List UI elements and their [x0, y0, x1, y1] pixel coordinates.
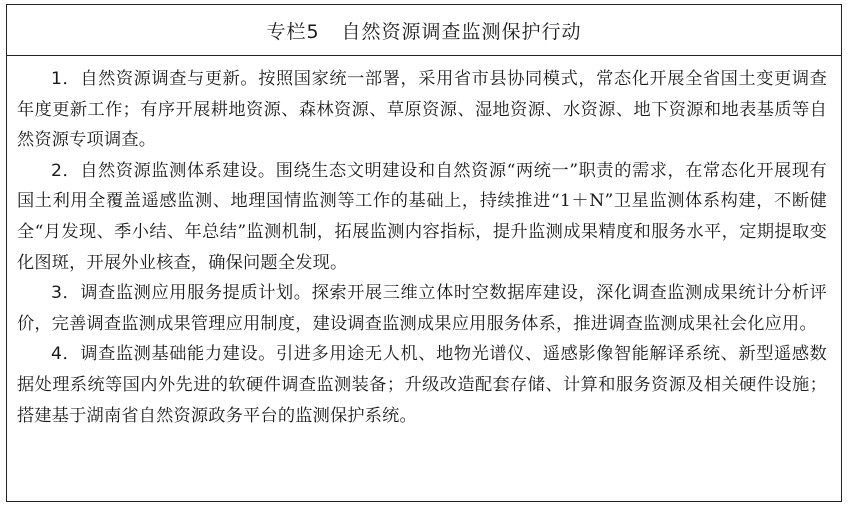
column-label: 专栏5	[266, 20, 320, 43]
item-paragraph-1	[17, 64, 827, 156]
column-title: 自然资源调查监测保护行动	[341, 20, 582, 43]
item-title-1: 1．自然资源调查与更新。	[51, 69, 259, 89]
item-text-1: 按照国家统一部署，采用省市县协同模式，常态化开展全省国土变更调查年度更新工作；有序开展耕地资源、森林资源、草原资源、湿地资源、水资源、地下资源和地表基质等自然资源专项调查。	[17, 69, 827, 151]
column-header	[7, 5, 841, 56]
item-paragraph-3	[17, 278, 827, 339]
item-title-4: 4．调查监测基础能力建设。	[51, 344, 276, 365]
column-box	[6, 4, 842, 502]
item-text-2: 围绕生态文明建设和自然资源“两统一”职责的需求，在常态化开展现有国土利用全覆盖遥感监测、地理国情监测等工作的基础上，持续推进“1＋N”卫星监测体系构建，不断健全“月发现、季小结、年总结”监测机制，拓展监测内容指标，提升监测成果精度和服务水平，定期提取变化图斑，开展外业核查，确保问题全发现。	[17, 160, 827, 273]
item-text-3: 探索开展三维立体时空数据库建设，深化调查监测成果统计分析评价，完善调查监测成果管理应用制度，建设调查监测成果应用服务体系，推进调查监测成果社会化应用。	[17, 283, 827, 334]
item-title-3: 3．调查监测应用服务提质计划。	[51, 283, 312, 304]
item-title-2: 2．自然资源监测体系建设。	[51, 160, 276, 181]
item-paragraph-2	[17, 156, 827, 278]
item-paragraph-4	[17, 339, 827, 431]
item-text-4: 引进多用途无人机、地物光谱仪、遥感影像智能解译系统、新型遥感数据处理系统等国内外先进的软硬件调查监测装备；升级改造配套存储、计算和服务资源及相关硬件设施；搭建基于湖南省自然资源政务平台的监测保护系统。	[17, 344, 827, 426]
column-body	[7, 56, 841, 431]
